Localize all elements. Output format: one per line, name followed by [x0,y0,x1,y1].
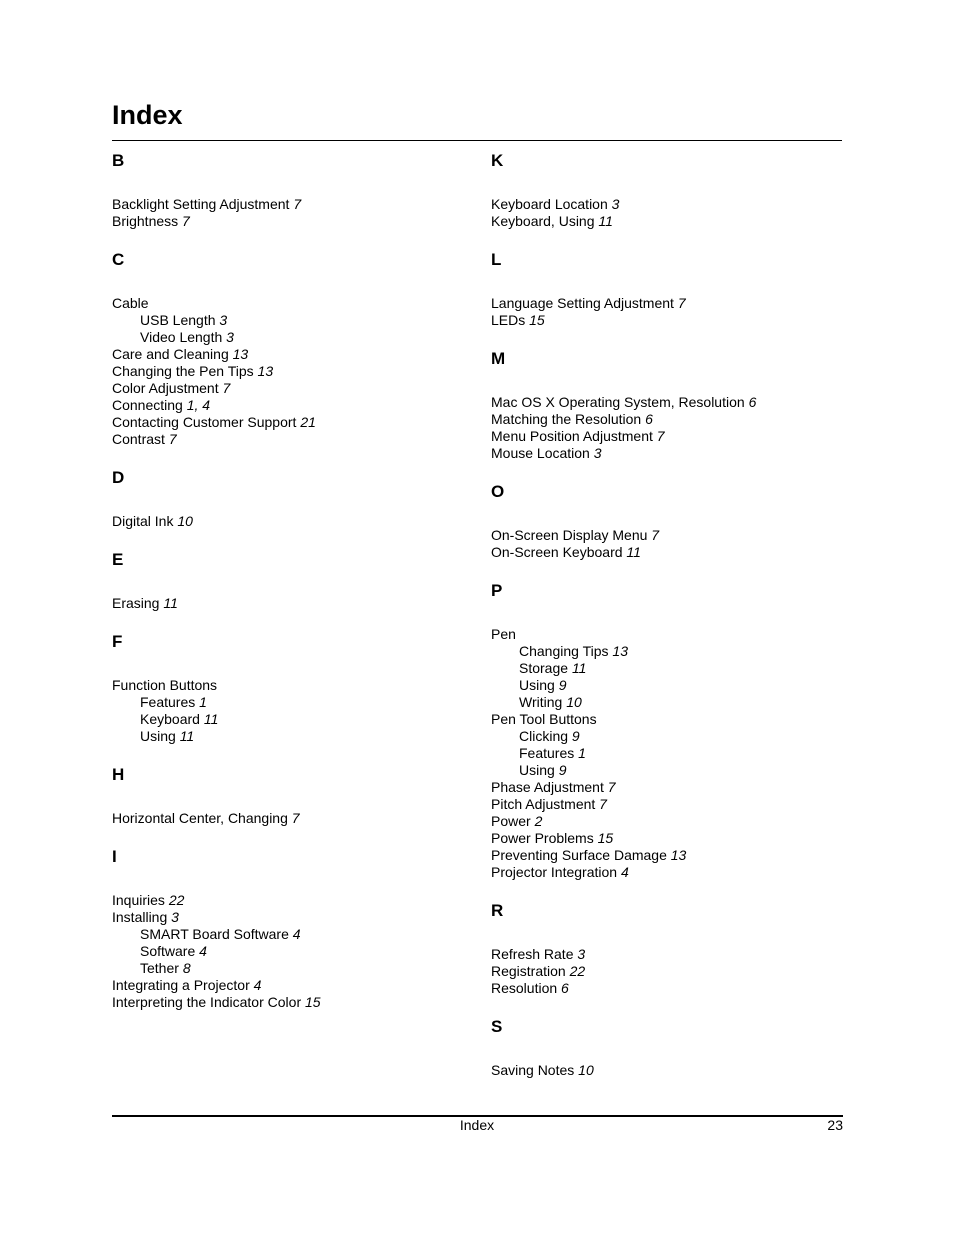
entry-term: Pen [491,626,516,642]
footer-label: Index [459,1117,495,1133]
entry-term: USB Length [140,312,216,328]
index-section [112,846,472,1011]
entry-page-ref: 3 [577,946,586,962]
index-entry [491,394,851,411]
entry-page-ref: 3 [226,329,234,345]
entry-page-ref: 22 [569,963,586,979]
entry-term: SMART Board Software [140,926,289,942]
index-subentry [491,728,851,745]
entry-list [112,196,472,230]
index-entry [491,946,851,963]
entry-term: Language Setting Adjustment [491,295,674,311]
section-letter: O [491,482,505,501]
index-entry [112,909,472,926]
entry-term: Tether [140,960,179,976]
entry-page-ref: 11 [203,711,219,727]
index-entry [491,312,851,329]
entry-page-ref: 4 [199,943,207,959]
index-entry [112,414,472,431]
entry-term: Care and Cleaning [112,346,229,362]
entry-term: Pen Tool Buttons [491,711,597,727]
index-entry [491,196,851,213]
entry-term: Resolution [491,980,558,996]
section-letter: R [491,901,504,920]
entry-term: Interpreting the Indicator Color [112,994,302,1010]
entry-page-ref: 9 [558,762,567,778]
entry-page-ref: 10 [566,694,582,710]
entry-term: Erasing [112,595,160,611]
entry-page-ref: 11 [179,728,195,744]
section-letter: H [112,765,125,784]
index-entry [491,779,851,796]
entry-term: LEDs [491,312,526,328]
entry-term: On-Screen Keyboard [491,544,623,560]
index-entry [112,213,472,230]
entry-term: Software [140,943,196,959]
entry-page-ref: 7 [656,428,665,444]
index-subentry [112,312,472,329]
index-subentry [491,694,851,711]
entry-term: Contrast [112,431,165,447]
section-letter: E [112,550,124,569]
entry-term: Power Problems [491,830,594,846]
entry-term: Features [519,745,575,761]
entry-page-ref: 7 [168,431,177,447]
section-letter: M [491,349,506,368]
entry-term: Power [491,813,531,829]
index-section [491,900,851,997]
entry-page-ref: 6 [748,394,757,410]
section-letter: I [112,847,117,866]
entry-term: Keyboard [140,711,200,727]
entry-page-ref: 8 [182,960,191,976]
entry-page-ref: 3 [611,196,620,212]
entry-list [491,196,851,230]
index-subentry [112,694,472,711]
index-entry [491,813,851,830]
entry-list [112,513,472,530]
entry-term: Matching the Resolution [491,411,642,427]
entry-term: Function Buttons [112,677,218,693]
entry-term: Keyboard Location [491,196,608,212]
entry-page-ref: 7 [607,779,616,795]
entry-term: On-Screen Display Menu [491,527,648,543]
index-entry [112,595,472,612]
entry-term: Contacting Customer Support [112,414,297,430]
entry-page-ref: 6 [645,411,653,427]
index-subentry [112,943,472,960]
index-entry [491,864,851,881]
entry-term: Saving Notes [491,1062,575,1078]
entry-list [491,626,851,881]
entry-page-ref: 1 [578,745,586,761]
entry-term: Features [140,694,196,710]
index-section [112,764,472,827]
index-section [112,150,472,230]
index-section [491,348,851,462]
entry-page-ref: 11 [571,660,587,676]
index-subentry [491,660,851,677]
entry-term: Registration [491,963,566,979]
entry-term: Mac OS X Operating System, Resolution [491,394,745,410]
entry-list [112,677,472,745]
entry-page-ref: 3 [593,445,602,461]
page-title: Index [112,100,183,130]
entry-page-ref: 13 [612,643,628,659]
section-letter: D [112,468,125,487]
index-section [491,1016,851,1079]
entry-term: Brightness [112,213,179,229]
entry-term: Clicking [519,728,569,744]
index-entry [491,847,851,864]
entry-page-ref: 9 [558,677,567,693]
index-section [112,467,472,530]
index-section [112,549,472,612]
index-entry [112,810,472,827]
index-entry [491,445,851,462]
index-entry [112,892,472,909]
index-entry [491,213,851,230]
entry-page-ref: 11 [626,544,641,560]
entry-page-ref: 22 [168,892,185,908]
index-entry [112,431,472,448]
entry-list [491,1062,851,1079]
entry-list [112,810,472,827]
entry-page-ref: 1, 4 [186,397,211,413]
index-entry [112,977,472,994]
entry-page-ref: 13 [257,363,274,379]
entry-page-ref: 13 [232,346,249,362]
index-subentry [112,926,472,943]
entry-term: Projector Integration [491,864,618,880]
index-entry [112,363,472,380]
index-entry [491,830,851,847]
index-entry [491,1062,851,1079]
entry-term: Keyboard, Using [491,213,595,229]
entry-term: Pitch Adjustment [491,796,596,812]
section-letter: K [491,151,504,170]
index-entry [112,295,472,312]
entry-term: Storage [519,660,569,676]
section-letter: C [112,250,125,269]
entry-page-ref: 4 [620,864,629,880]
page-number: 23 [827,1117,843,1133]
entry-term: Cable [112,295,149,311]
index-subentry [112,960,472,977]
index-entry [491,295,851,312]
entry-term: Integrating a Projector [112,977,250,993]
entry-term: Digital Ink [112,513,174,529]
index-section [491,481,851,561]
index-section [491,249,851,329]
index-entry [112,397,472,414]
index-entry [491,527,851,544]
entry-page-ref: 2 [534,813,543,829]
index-subentry [112,728,472,745]
entry-term: Writing [519,694,563,710]
entry-term: Phase Adjustment [491,779,604,795]
entry-term: Installing [112,909,168,925]
entry-page-ref: 7 [182,213,190,229]
entry-page-ref: 4 [292,926,301,942]
entry-page-ref: 7 [599,796,607,812]
index-entry [112,994,472,1011]
entry-term: Connecting [112,397,183,413]
entry-term: Changing Tips [519,643,609,659]
entry-page-ref: 15 [305,994,321,1010]
section-letter: B [112,151,125,170]
index-subentry [491,677,851,694]
index-entry [491,428,851,445]
entry-page-ref: 6 [561,980,569,996]
entry-list [112,595,472,612]
entry-page-ref: 7 [651,527,660,543]
entry-term: Using [519,762,555,778]
index-section [491,580,851,881]
index-entry [491,626,851,643]
title-divider [112,140,842,141]
entry-page-ref: 4 [253,977,262,993]
index-subentry [491,643,851,660]
entry-page-ref: 3 [219,312,228,328]
entry-term: Backlight Setting Adjustment [112,196,290,212]
entry-page-ref: 9 [571,728,580,744]
index-entry [112,346,472,363]
entry-term: Color Adjustment [112,380,219,396]
entry-term: Using [519,677,555,693]
index-subentry [112,711,472,728]
entry-list [491,394,851,462]
entry-page-ref: 11 [163,595,178,611]
entry-page-ref: 11 [598,213,613,229]
entry-page-ref: 7 [677,295,686,311]
index-subentry [112,329,472,346]
index-section [491,150,851,230]
entry-page-ref: 10 [578,1062,594,1078]
entry-term: Mouse Location [491,445,590,461]
index-column-left [112,146,472,1011]
entry-term: Menu Position Adjustment [491,428,653,444]
entry-term: Video Length [140,329,223,345]
section-letter: P [491,581,503,600]
entry-term: Preventing Surface Damage [491,847,667,863]
index-entry [112,513,472,530]
entry-term: Refresh Rate [491,946,574,962]
entry-page-ref: 15 [529,312,545,328]
entry-list [491,295,851,329]
index-subentry [491,745,851,762]
index-entry [112,380,472,397]
index-entry [491,963,851,980]
entry-term: Horizontal Center, Changing [112,810,288,826]
entry-page-ref: 10 [177,513,193,529]
index-subentry [491,762,851,779]
entry-list [491,946,851,997]
index-entry [112,196,472,213]
index-entry [491,544,851,561]
entry-page-ref: 1 [199,694,207,710]
section-letter: F [112,632,123,651]
index-entry [491,411,851,428]
entry-term: Using [140,728,176,744]
entry-list [112,295,472,448]
index-entry [491,711,851,728]
index-section [112,249,472,448]
entry-term: Changing the Pen Tips [112,363,254,379]
section-letter: L [491,250,502,269]
entry-list [112,892,472,1011]
entry-page-ref: 13 [670,847,687,863]
index-entry [491,980,851,997]
index-entry [112,677,472,694]
entry-page-ref: 7 [291,810,300,826]
entry-page-ref: 15 [597,830,614,846]
section-letter: S [491,1017,503,1036]
entry-page-ref: 21 [300,414,316,430]
entry-page-ref: 3 [171,909,179,925]
entry-page-ref: 7 [222,380,231,396]
index-column-right [491,146,851,1079]
index-entry [491,796,851,813]
entry-list [491,527,851,561]
entry-term: Inquiries [112,892,165,908]
index-section [112,631,472,745]
entry-page-ref: 7 [293,196,302,212]
